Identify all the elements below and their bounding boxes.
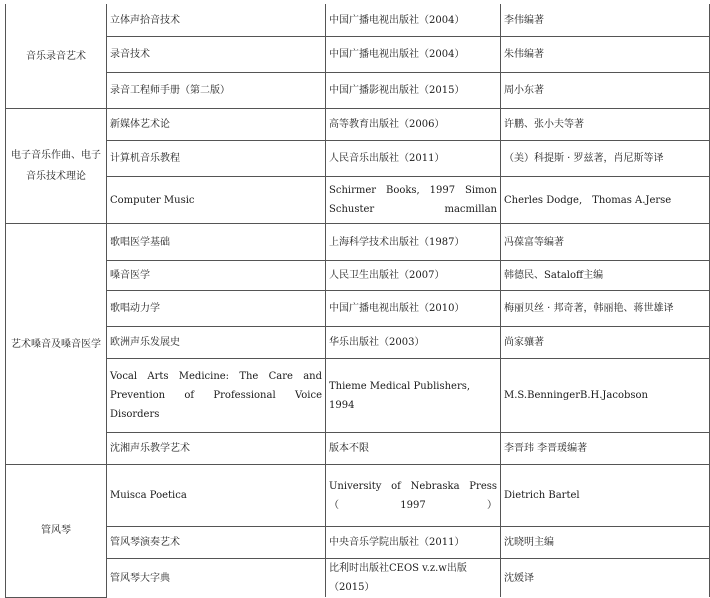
book-author: M.S.BenningerB.H.Jacobson: [501, 359, 710, 433]
category-cell: 管风琴: [6, 465, 107, 598]
table-row: [6, 141, 710, 177]
book-author: 韩德民、Sataloff主编: [501, 261, 710, 291]
book-title: 立体声拾音技术: [107, 4, 326, 37]
table-row: [6, 465, 710, 527]
category-cell: 电子音乐作曲、电子音乐技术理论: [6, 109, 107, 224]
book-author: （美）科提斯 · 罗兹著，肖尼斯等译: [501, 141, 710, 177]
book-title: 歌唱动力学: [107, 291, 326, 327]
table-row: [6, 4, 710, 37]
book-author: 李伟编著: [501, 4, 710, 37]
book-author: 李晋玮 李晋瑗编著: [501, 433, 710, 465]
book-author: 沈晓明主编: [501, 527, 710, 559]
book-author: 周小东著: [501, 73, 710, 109]
book-publisher: 人民卫生出版社（2007）: [326, 261, 501, 291]
table-row: [6, 291, 710, 327]
book-author: 尚家骧著: [501, 327, 710, 359]
book-author: 许鹏、张小夫等著: [501, 109, 710, 141]
book-publisher: 高等教育出版社（2006）: [326, 109, 501, 141]
book-publisher: 人民音乐出版社（2011）: [326, 141, 501, 177]
table-row: [6, 433, 710, 465]
book-title: 管风琴演奏艺术: [107, 527, 326, 559]
book-publisher: 比利时出版社CEOS v.z.w出版（2015）: [326, 559, 501, 598]
book-publisher: 中国广播电视出版社（2004）: [326, 4, 501, 37]
book-publisher: 华乐出版社（2003）: [326, 327, 501, 359]
book-publisher: 中国广播电视出版社（2004）: [326, 37, 501, 73]
table-row: [6, 177, 710, 224]
book-publisher: Schirmer Books, 1997 Simon Schuster macmillan: [326, 177, 501, 224]
table-row: [6, 109, 710, 141]
table-row: [6, 37, 710, 73]
book-title: 歌唱医学基础: [107, 224, 326, 261]
table-row: [6, 261, 710, 291]
table-row: [6, 359, 710, 433]
book-title: Vocal Arts Medicine: The Care and Prevention of Professional Voice Disorders: [107, 359, 326, 433]
book-publisher: University of Nebraska Press（1997）: [326, 465, 501, 527]
book-author: 沈媛译: [501, 559, 710, 598]
book-title: 录音技术: [107, 37, 326, 73]
book-publisher: 中国广播电视出版社（2010）: [326, 291, 501, 327]
table-row: [6, 327, 710, 359]
book-author: 朱伟编著: [501, 37, 710, 73]
category-cell: 音乐录音艺术: [6, 4, 107, 109]
book-title: 录音工程师手册（第二版）: [107, 73, 326, 109]
category-cell: 艺术嗓音及嗓音医学: [6, 224, 107, 465]
book-publisher: 版本不限: [326, 433, 501, 465]
book-author: Cherles Dodge, Thomas A.Jerse: [501, 177, 710, 224]
book-title: Muisca Poetica: [107, 465, 326, 527]
book-author: 梅丽贝丝 · 邦奇著，韩丽艳、蒋世雄译: [501, 291, 710, 327]
book-publisher: 中央音乐学院出版社（2011）: [326, 527, 501, 559]
book-title: 嗓音医学: [107, 261, 326, 291]
book-title: 管风琴大字典: [107, 559, 326, 598]
table-row: [6, 527, 710, 559]
book-title: 计算机音乐教程: [107, 141, 326, 177]
book-title: Computer Music: [107, 177, 326, 224]
book-list-table: [5, 4, 710, 598]
book-publisher: Thieme Medical Publishers, 1994: [326, 359, 501, 433]
table-row: [6, 73, 710, 109]
book-publisher: 上海科学技术出版社（1987）: [326, 224, 501, 261]
book-title: 新媒体艺术论: [107, 109, 326, 141]
book-title: 沈湘声乐教学艺术: [107, 433, 326, 465]
book-title: 欧洲声乐发展史: [107, 327, 326, 359]
book-author: Dietrich Bartel: [501, 465, 710, 527]
table-row: [6, 559, 710, 598]
table-row: [6, 224, 710, 261]
book-publisher: 中国广播影视出版社（2015）: [326, 73, 501, 109]
book-author: 冯葆富等编著: [501, 224, 710, 261]
